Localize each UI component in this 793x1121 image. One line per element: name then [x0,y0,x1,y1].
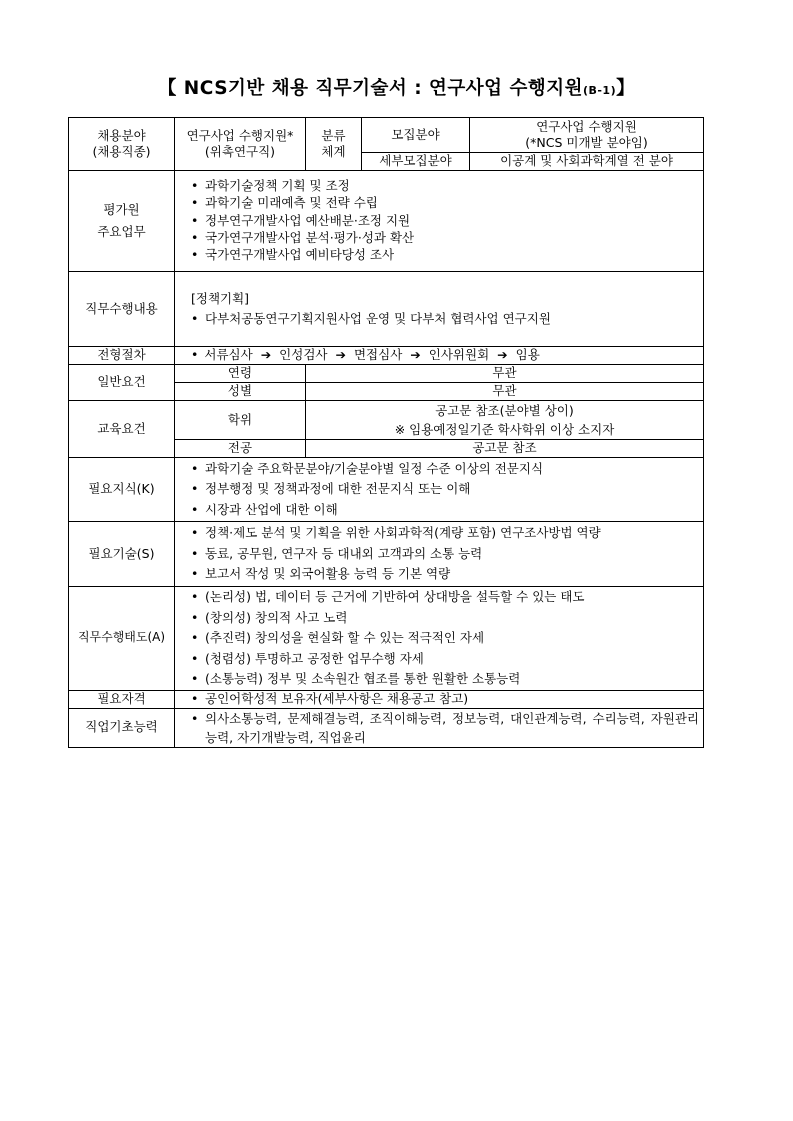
arrow-right-icon: ➔ [497,347,508,363]
attitude-list [179,587,699,690]
job-content-heading: [정책기획] [191,291,250,306]
job-content-cell [175,272,704,347]
arrow-right-icon: ➔ [260,347,272,363]
degree-note: ※ 임용예정일기준 학사학위 이상 소지자 [394,422,615,437]
field-label-sub: (채용직종) [92,144,151,159]
process-step: 임용 [515,347,540,363]
list-item: • 정부행정 및 정책과정에 대한 전문지식 또는 이해 [191,479,699,500]
field-label-cell [69,118,175,171]
row-qualification [69,690,704,708]
title-suffix: (B-1) [582,84,617,97]
field-value-cell [175,118,306,171]
education-label: 교육요건 [69,401,175,458]
title-close: 】 [616,78,636,99]
list-item: • 국가연구개발사업 예비타당성 조사 [191,246,699,263]
list-item: • 과학기술 주요학문분야/기술분야별 일정 수준 이상의 전문지식 [191,459,699,480]
title-main: 【 NCS기반 채용 직무기술서 : 연구사업 수행지원 [157,78,583,99]
major-value: 공고문 참조 [306,440,704,458]
row-process [69,347,704,365]
job-content-list [179,309,699,329]
list-item: • (소통능력) 정부 및 소속원간 협조를 통한 원활한 소통능력 [191,669,699,690]
field-value-sub: (위촉연구직) [204,144,276,159]
list-item: • (논리성) 법, 데이터 등 근거에 기반하여 상대방을 설득할 수 있는 태도 [191,587,699,608]
qualification-cell [175,690,704,708]
process-flow [179,347,699,363]
row-field [69,118,704,153]
gender-value: 무관 [306,383,704,401]
page-title [0,74,793,100]
row-basic-ability [69,708,704,747]
qualification-label: 필요자격 [69,690,175,708]
detail-field-label: 세부모집분야 [362,153,470,171]
attitude-label: 직무수행태도(A) [69,587,175,691]
degree-label: 학위 [175,401,306,440]
knowledge-list [179,459,699,521]
basic-ability-list [179,709,699,747]
detail-field-value: 이공계 및 사회과학계열 전 분야 [470,153,704,171]
list-item: • 동료, 공무원, 연구자 등 대내외 고객과의 소통 능력 [191,544,699,565]
list-item: • 의사소통능력, 문제해결능력, 조직이해능력, 정보능력, 대인관계능력, 수리능력, 자원관리능력, 자기개발능력, 직업윤리 [191,709,699,747]
row-degree [69,401,704,440]
basic-ability-label: 직업기초능력 [69,708,175,747]
classification-label: 분류 [321,127,346,143]
process-step: 인사위원회 [428,347,490,363]
main-duty-label: 평가원 [103,202,140,217]
classification-cell [306,118,362,171]
process-cell [175,347,704,365]
row-attitude [69,587,704,691]
basic-ability-cell [175,708,704,747]
degree-value: 공고문 참조(분야별 상이) [435,403,574,418]
main-duty-label-sub: 주요업무 [97,224,146,239]
list-item: • 과학기술 미래예측 및 전략 수립 [191,194,699,211]
list-item: • 국가연구개발사업 분석·평가·성과 확산 [191,229,699,246]
classification-label-sub: 체계 [321,144,346,159]
row-job-content [69,272,704,347]
list-item: • (청렴성) 투명하고 공정한 업무수행 자세 [191,649,699,670]
process-step: 서류심사 [204,347,253,363]
list-item: • (추진력) 창의성을 현실화 할 수 있는 적극적인 자세 [191,628,699,649]
list-item: • 과학기술정책 기획 및 조정 [191,177,699,194]
knowledge-label: 필요지식(K) [69,458,175,522]
list-item: • (창의성) 창의적 사고 노력 [191,608,699,629]
row-knowledge [69,458,704,522]
list-item: • 정부연구개발사업 예산배분·조정 지원 [191,212,699,229]
general-req-label: 일반요건 [69,365,175,401]
list-item: • 보고서 작성 및 외국어활용 능력 등 기본 역량 [191,564,699,585]
row-skill [69,522,704,587]
process-step: 면접심사 [353,347,403,363]
major-label: 전공 [175,440,306,458]
process-step: 인성검사 [279,347,328,363]
skill-list [179,523,699,585]
list-item: • 정책·제도 분석 및 기획을 위한 사회과학적(계량 포함) 연구조사방법 역량 [191,523,699,544]
main-duty-label-cell [69,171,175,272]
attitude-cell [175,587,704,691]
row-age [69,365,704,383]
arrow-right-icon: ➔ [410,347,421,363]
qualification-list [179,691,699,707]
arrow-right-icon: ➔ [335,347,346,363]
knowledge-cell [175,458,704,522]
recruit-field-value-cell [470,118,704,153]
recruit-field-note: (*NCS 미개발 분야임) [525,135,648,150]
age-label: 연령 [175,365,306,383]
job-description-table [68,117,704,748]
list-item: • 시장과 산업에 대한 이해 [191,500,699,521]
degree-value-cell [306,401,704,440]
list-item: • 다부처공동연구기획지원사업 운영 및 다부처 협력사업 연구지원 [191,309,699,329]
job-content-label: 직무수행내용 [69,272,175,347]
field-value: 연구사업 수행지원* [186,127,294,143]
skill-cell [175,522,704,587]
skill-label: 필요기술(S) [69,522,175,587]
field-label: 채용분야 [97,127,146,143]
gender-label: 성별 [175,383,306,401]
process-bullet: • [191,347,199,363]
age-value: 무관 [306,365,704,383]
list-item: • 공인어학성적 보유자(세부사항은 채용공고 참고) [191,691,699,707]
recruit-field-label: 모집분야 [362,118,470,153]
main-duty-cell [175,171,704,272]
process-label: 전형절차 [69,347,175,365]
main-duty-list [179,177,699,263]
row-main-duties [69,171,704,272]
recruit-field-value: 연구사업 수행지원 [536,118,637,134]
